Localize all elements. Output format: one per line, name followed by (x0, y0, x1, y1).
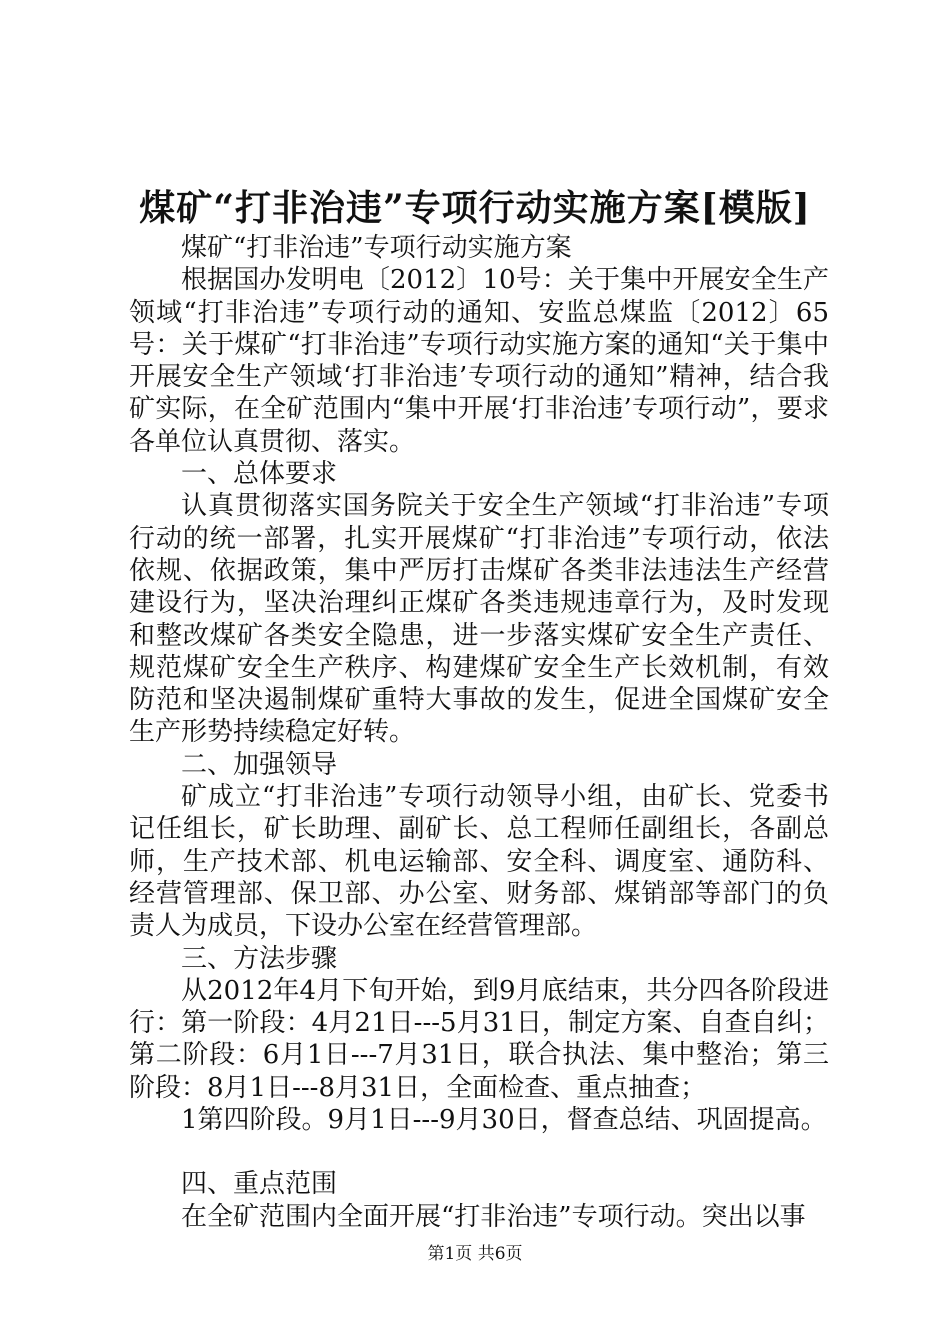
section1-heading: 一、总体要求 (181, 459, 338, 490)
document-title: 煤矿“打非治违”专项行动实施方案[模版] (139, 187, 811, 229)
section3-heading: 三、方法步骤 (181, 943, 338, 974)
section4-paragraph: 在全矿范围内全面开展“打非治违”专项行动。突出以事 (181, 1201, 806, 1232)
section2-paragraph: 矿成立“打非治违”专项行动领导小组，由矿长、党委书记任组长，矿长助理、副矿长、总工程师任副组长，各副总师，生产技术部、机电运输部、安全科、调度室、通防科、经营管理部、保卫部、办公室、财务部、煤销部等部门的负责人为成员，下设办公室在经营管理部。 (129, 782, 829, 942)
subtitle-paragraph: 煤矿“打非治违”专项行动实施方案 (181, 233, 572, 263)
section3-paragraph-2: 1第四阶段。9月1日---9月30日，督查总结、巩固提高。 (181, 1105, 827, 1136)
blank-line (129, 1136, 829, 1168)
page-footer: 第1页 共6页 (427, 1244, 523, 1264)
section3-paragraph: 从2012年4月下旬开始，到9月底结束，共分四各阶段进行：第一阶段：4月21日---5月31日，制定方案、自查自纠；第二阶段：6月1日---7月31日，联合执法、集中整治；第三阶段：8月1日---8月31日，全面检查、重点抽查； (129, 975, 829, 1103)
section4-heading: 四、重点范围 (181, 1169, 338, 1200)
document-body (129, 232, 829, 1233)
section2-heading: 二、加强领导 (181, 749, 338, 780)
intro-paragraph: 根据国办发明电〔2012〕10号：关于集中开展安全生产领域“打非治违”专项行动的通知、安监总煤监〔2012〕65号：关于煤矿“打非治违”专项行动实施方案的通知“关于集中开展安全生产领域‘打非治违’专项行动的通知”精神，结合我矿实际，在全矿范围内“集中开展‘打非治违’专项行动”，要求各单位认真贯彻、落实。 (129, 265, 829, 457)
section1-paragraph: 认真贯彻落实国务院关于安全生产领域“打非治违”专项行动的统一部署，扎实开展煤矿“打非治违”专项行动，依法依规、依据政策，集中严厉打击煤矿各类非法违法生产经营建设行为，坚决治理纠正煤矿各类违规违章行为，及时发现和整改煤矿各类安全隐患，进一步落实煤矿安全生产责任、规范煤矿安全生产秩序、构建煤矿安全生产长效机制，有效防范和坚决遏制煤矿重特大事故的发生，促进全国煤矿安全生产形势持续稳定好转。 (129, 491, 829, 748)
